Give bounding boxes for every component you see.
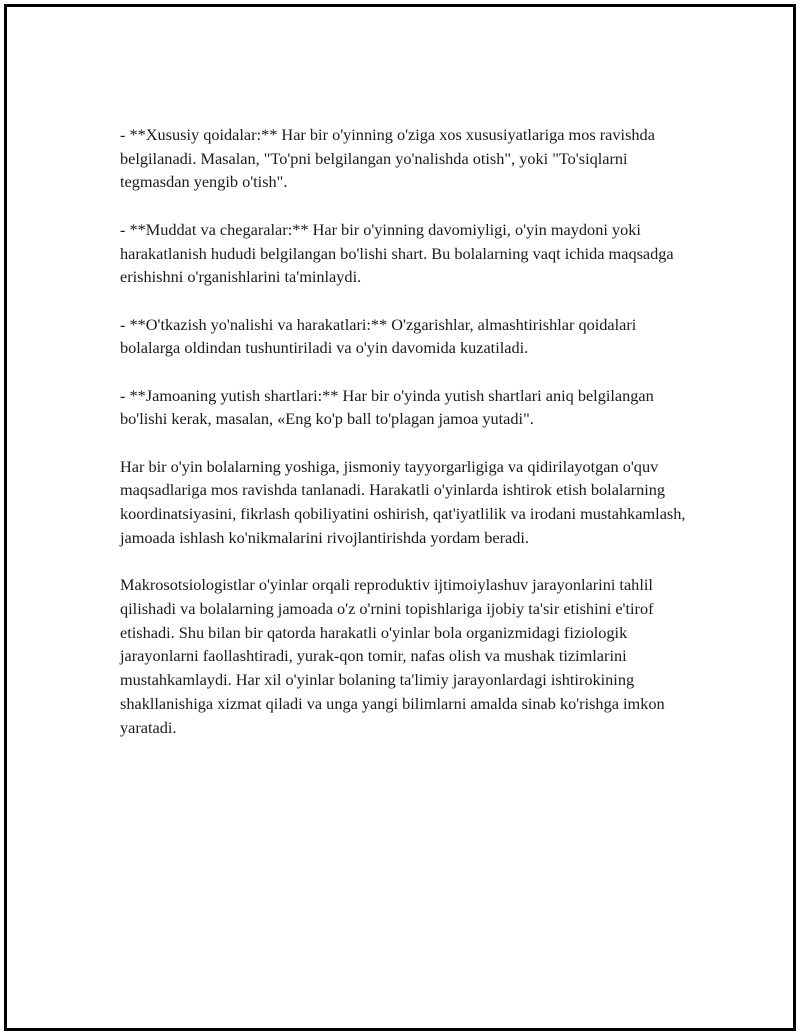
document-body	[120, 123, 695, 739]
paragraph-otkazish-yonalishi: - **O'tkazish yo'nalishi va harakatlari:** O'zgarishlar, almashtirishlar qoidalari bolalarga oldindan tushuntiriladi va o'yin davomida kuzatiladi.	[120, 314, 637, 358]
paragraph-jamoaning-yutish-shartlari: - **Jamoaning yutish shartlari:** Har bir o'yinda yutish shartlari aniq belgilangan bo'lishi kerak, masalan, «Eng ko'p ball to'plagan jamoa yutadi".	[120, 385, 654, 429]
paragraph-makrosotsiologistlar: Makrosotsiologistlar o'yinlar orqali reproduktiv ijtimoiylashuv jarayonlarini tahlil qilishadi va bolalarning jamoada o'z o'rnini topishlariga ijobiy ta'sir etishini e'tirof etishadi. Shu bilan bir qatorda harakatli o'yinlar bola organizmidagi fiziologik jarayonlarni faollashtiradi, yurak-qon tomir, nafas olish va mushak tizimlarini mustahkamlaydi. Har xil o'yinlar bolaning ta'limiy jarayonlardagi ishtirokining shakllanishiga xizmat qiladi va unga yangi bilimlarni amalda sinab ko'rishga imkon yaratadi.	[120, 575, 665, 737]
paragraph-muddat-va-chegaralar: - **Muddat va chegaralar:** Har bir o'yinning davomiyligi, o'yin maydoni yoki harakatlanish hududi belgilangan bo'lishi shart. Bu bolalarning vaqt ichida maqsadga erishishni o'rganishlarini ta'minlaydi.	[120, 219, 674, 287]
paragraph-oyin-tanlash: Har bir o'yin bolalarning yoshiga, jismoniy tayyorgarligiga va qidirilayotgan o'quv maqsadlariga mos ravishda tanlanadi. Harakatli o'yinlarda ishtirok etish bolalarning koordinatsiyasini, fikrlash qobiliyatini oshirish, qat'iyatlilik va irodani mustahkamlash, jamoada ishlash ko'nikmalarini rivojlantirishda yordam beradi.	[120, 456, 686, 547]
paragraph-xususiy-qoidalar: - **Xususiy qoidalar:** Har bir o'yinning o'ziga xos xususiyatlariga mos ravishda belgilanadi. Masalan, "To'pni belgilangan yo'nalishda otish", yoki "To'siqlarni tegmasdan yengib o'tish".	[120, 125, 655, 192]
page-frame	[4, 4, 796, 1031]
